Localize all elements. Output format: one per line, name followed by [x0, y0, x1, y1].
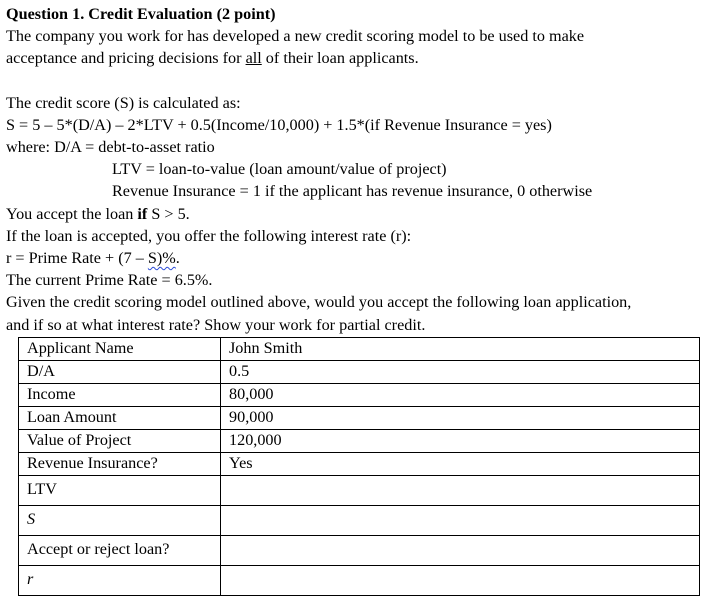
question-title: Question 1. Credit Evaluation (2 point)	[6, 5, 276, 23]
where-revenue-insurance: Revenue Insurance = 1 if the applicant has revenue insurance, 0 otherwise	[112, 182, 593, 201]
row-value[interactable]: John Smith	[221, 338, 700, 361]
intro-all-underlined: all	[245, 49, 262, 68]
row-label: r	[19, 566, 221, 596]
row-label: Revenue Insurance?	[19, 453, 221, 476]
row-value[interactable]: 90,000	[221, 407, 700, 430]
accept-rule-start: You accept the loan	[6, 204, 138, 223]
rate-formula	[6, 247, 704, 269]
row-label: Applicant Name	[19, 338, 221, 361]
answer-cell-ltv[interactable]	[221, 476, 700, 506]
prompt-line-2: and if so at what interest rate? Show your work for partial credit.	[6, 315, 426, 334]
row-label: S	[19, 506, 221, 536]
table-row	[19, 453, 700, 476]
where-da: where: D/A = debt-to-asset ratio	[6, 138, 215, 157]
intro-line-2-start: acceptance and pricing decisions for	[6, 49, 246, 68]
row-label: D/A	[19, 361, 221, 384]
answer-cell-rate[interactable]	[221, 566, 700, 596]
row-value[interactable]: 0.5	[221, 361, 700, 384]
row-label: Income	[19, 384, 221, 407]
rate-formula-end: .	[175, 249, 180, 268]
blank-line	[6, 70, 704, 92]
row-value[interactable]: 80,000	[221, 384, 700, 407]
rate-formula-s-spellcheck: S)%	[147, 249, 176, 268]
intro-line-2-end: of their loan applicants.	[261, 49, 419, 68]
intro-line-2	[6, 47, 704, 69]
prime-rate: The current Prime Rate = 6.5%.	[6, 271, 213, 290]
rate-formula-start: r = Prime Rate + (7 –	[6, 249, 148, 268]
row-value[interactable]: Yes	[221, 453, 700, 476]
table-row	[19, 384, 700, 407]
score-formula: S = 5 – 5*(D/A) – 2*LTV + 0.5(Income/10,000) + 1.5*(if Revenue Insurance = yes)	[6, 115, 552, 134]
table-row	[19, 536, 700, 566]
where-ltv: LTV = loan-to-value (loan amount/value of project)	[112, 160, 447, 179]
question-document	[6, 3, 704, 336]
row-label: Accept or reject loan?	[19, 536, 221, 566]
table-row	[19, 476, 700, 506]
row-label: Value of Project	[19, 430, 221, 453]
accept-rule-if: if	[137, 204, 148, 223]
applicant-table	[18, 337, 700, 596]
answer-cell-decision[interactable]	[221, 536, 700, 566]
table-row	[19, 407, 700, 430]
row-label: Loan Amount	[19, 407, 221, 430]
table-row	[19, 338, 700, 361]
rate-intro: If the loan is accepted, you offer the following interest rate (r):	[6, 226, 412, 245]
intro-line-1: The company you work for has developed a new credit scoring model to be used to make	[6, 27, 585, 46]
answer-cell-s[interactable]	[221, 506, 700, 536]
table-row	[19, 566, 700, 596]
table-row	[19, 506, 700, 536]
table-row	[19, 430, 700, 453]
prompt-line-1: Given the credit scoring model outlined above, would you accept the following loan application,	[6, 293, 632, 312]
accept-rule	[6, 203, 704, 225]
row-label: LTV	[19, 476, 221, 506]
score-intro: The credit score (S) is calculated as:	[6, 93, 241, 112]
row-value[interactable]: 120,000	[221, 430, 700, 453]
table-row	[19, 361, 700, 384]
accept-rule-end: S > 5.	[147, 204, 190, 223]
